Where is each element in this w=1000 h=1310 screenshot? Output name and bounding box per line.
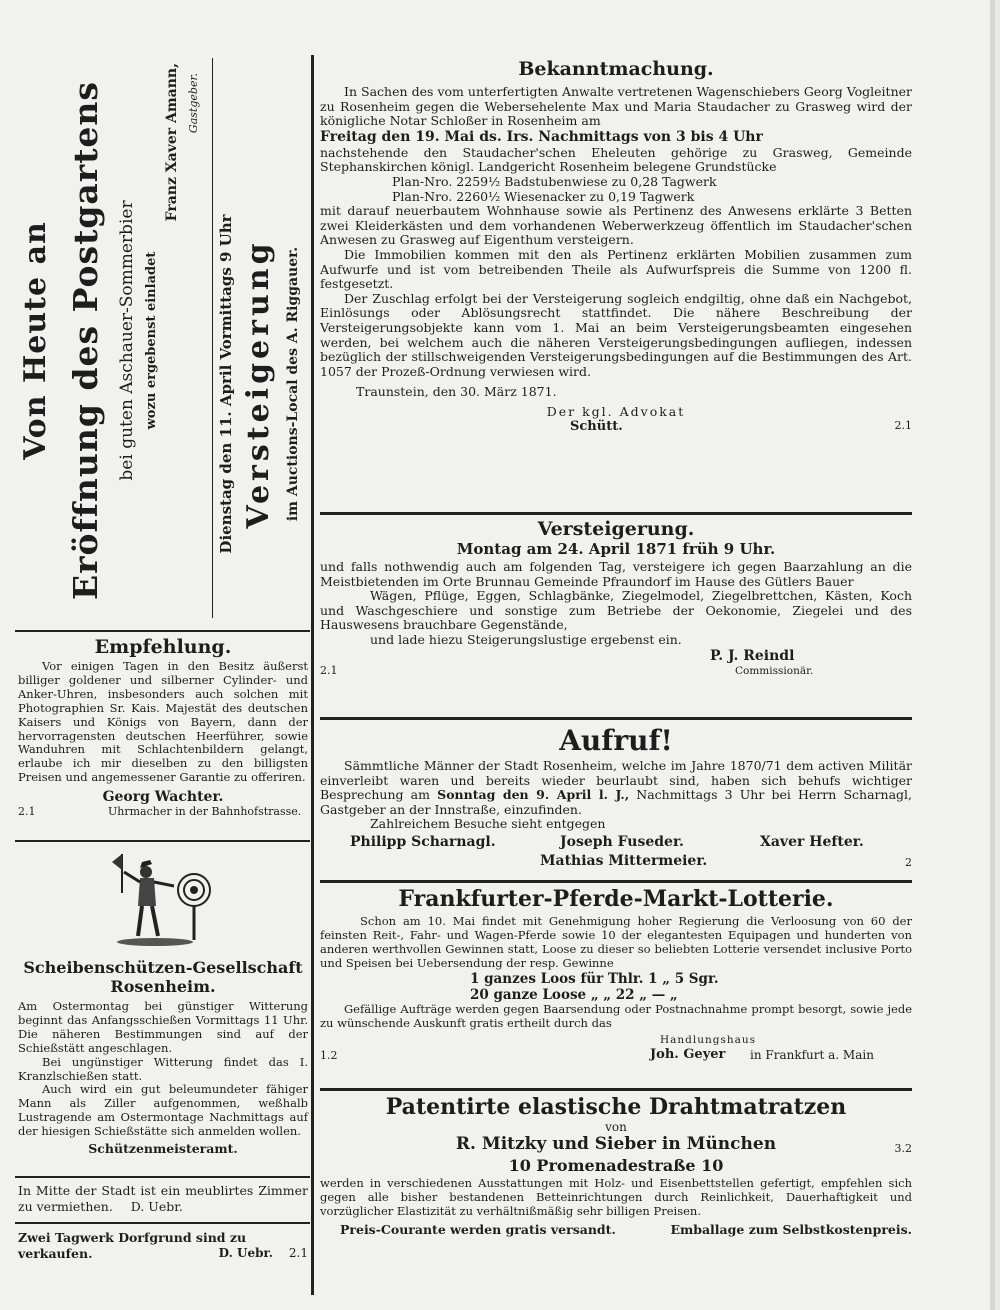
bekanntmachung-title: Bekanntmachung. xyxy=(518,58,714,80)
aufruf-p2: Zahlreichem Besuche sieht entgegen xyxy=(370,816,606,832)
aufruf-p1 xyxy=(320,759,912,817)
empfehlung-signer: Georg Wachter. xyxy=(102,789,224,806)
dorfgrund-number: 2.1 xyxy=(288,1246,308,1260)
dorfgrund-source: D. Uebr. xyxy=(218,1246,273,1260)
zimmer-text-body: In Mitte der Stadt ist ein meublirtes Zimmer zu vermiethen. xyxy=(18,1183,308,1214)
bekanntmachung-signer-title: Der kgl. Advokat xyxy=(546,403,686,419)
bekanntmachung-plan2: Plan-Nro. 2260½ Wiesenacker zu 0,19 Tagwerk xyxy=(392,188,695,204)
dorfgrund-text: Zwei Tagwerk Dorfgrund sind zu verkaufen. xyxy=(18,1230,247,1261)
scheiben-signer: Schützenmeisteramt. xyxy=(88,1141,238,1157)
versteigerung-ad xyxy=(320,518,912,680)
lotterie-firm-place: in Frankfurt a. Main xyxy=(750,1048,874,1063)
versteigerung-p3: und lade hiezu Steigerungslustige ergebenst ein. xyxy=(370,631,682,647)
bekanntmachung-signer: Schütt. xyxy=(570,418,623,434)
versteigerung-title: Versteigerung. xyxy=(537,518,695,540)
postgarten-ad xyxy=(14,58,209,623)
right-rule-3 xyxy=(320,880,912,883)
aufruf-p1b-text: Nachmittags 3 Uhr bei Herrn Scharnagl, Gastgeber an der Innstraße, einzufinden. xyxy=(320,787,913,817)
aufruf-name4: Mathias Mittermeier. xyxy=(540,852,708,869)
april-auction xyxy=(215,145,310,623)
matratzen-number: 3.2 xyxy=(894,1142,912,1155)
bekanntmachung-p1b: nachstehende den Staudacher'schen Eheleuten gehörige zu Grasweg, Gemeinde Stephanskirchen königl. Landgericht Rosenheim belegene Grundstücke xyxy=(320,144,912,175)
empfehlung-ad xyxy=(18,636,308,818)
left-rule-1 xyxy=(15,630,310,632)
lotterie-firm: Joh. Geyer xyxy=(650,1047,726,1063)
aufruf-p1-bold: Sonntag den 9. April l. J., xyxy=(437,787,630,803)
postgarten-line2: Eröffnung des Postgartens xyxy=(66,80,105,601)
bekanntmachung-date: Traunstein, den 30. März 1871. xyxy=(356,384,557,400)
scheiben-para3: Auch wird ein gut beleumundeter fähiger Mann als Ziller aufgenommen, weßhalb Lustragende am Ostermontage Nachmittags auf der hiesigen Schießstätte sich anmelden wollen. xyxy=(18,1082,308,1139)
right-rule-4 xyxy=(320,1088,912,1091)
aufruf-title: Aufruf! xyxy=(559,724,673,757)
versteigerung-signer-title: Commissionär. xyxy=(735,664,814,677)
column-divider xyxy=(311,55,314,1295)
zimmer-text xyxy=(18,1183,308,1215)
aufruf-p1-text: Sämmtliche Männer der Stadt Rosenheim, welche im Jahre 1870/71 dem activen Militär einverleibt waren und bereits wieder beurlaubt sind, haben sich behufs wichtiger Besprechung am xyxy=(320,758,912,803)
bekanntmachung-p3: Die Immobilien kommen mit den als Pertinenz erklärten Mobilien zusammen zum Aufwurfe und ist vom betreibenden Theile als Aufwurfspreis die Summe von 1200 fl. festgesetzt. xyxy=(320,246,912,292)
aufruf-number: 2 xyxy=(905,855,912,869)
scheibenschuetzen-ad xyxy=(18,958,308,1156)
matratzen-footer-right: Emballage zum Selbstkostenpreis. xyxy=(670,1221,912,1237)
left-inner-divider xyxy=(212,58,213,618)
matratzen-footer-left: Preis-Courante werden gratis versandt. xyxy=(340,1221,616,1237)
lotterie-price2: 20 ganze Loose „ „ 22 „ — „ xyxy=(470,986,678,1003)
lotterie-p2: Gefällige Aufträge werden gegen Baarsendung oder Postnachnahme prompt besorgt, sowie jede zu wünschende Auskunft gratis ertheilt durch das xyxy=(320,1001,912,1030)
dorfgrund-ad xyxy=(18,1230,308,1260)
bekanntmachung-p2: mit darauf neuerbautem Wohnhause sowie als Pertinenz des Anwesens erklärte 3 Betten zwei Kleiderkästen und dem vorhandenen Weberwerkzeug öffentlich im Staudacher'schen Anwesen zu Grasweg auf Eigenthum versteigern. xyxy=(320,203,912,248)
matratzen-p1: werden in verschiedenen Ausstattungen mit Holz- und Eisenbettstellen gefertigt, empfehlen sich gegen alle bisher bestandenen Betteinrichtungen durch Reinlichkeit, Dauerhaftigkeit und vorzüglicher Elastizität zu verhältnißmäßig sehr billigen Preisen. xyxy=(320,1176,912,1218)
scheiben-para1: Am Ostermontag bei günstiger Witterung beginnt das Anfangsschießen Vormittags 11 Uhr. Die näheren Bestimmungen sind auf der Schießstätt angeschlagen. xyxy=(18,999,308,1055)
auction-line2: Versteigerung xyxy=(241,239,276,529)
versteigerung-number: 2.1 xyxy=(320,663,338,677)
scheiben-para2: Bei ungünstiger Witterung findet das I. Kranzlschießen statt. xyxy=(18,1054,308,1083)
matratzen-von: von xyxy=(605,1120,627,1134)
lotterie-firm-label: Handlungshaus xyxy=(660,1034,757,1047)
bekanntmachung-plan1: Plan-Nro. 2259½ Badstubenwiese zu 0,28 Tagwerk xyxy=(392,173,717,189)
empfehlung-title: Empfehlung. xyxy=(94,636,232,658)
lotterie-price1: 1 ganzes Loos für Thlr. 1 „ 5 Sgr. xyxy=(470,970,719,987)
postgarten-signer-title: Gastgeber. xyxy=(187,73,200,134)
empfehlung-body: Vor einigen Tagen in den Besitz äußerst billiger goldener und silberner Cylinder- und Anker-Uhren, insbesonders auch solchen mit Photographien Sr. Kais. Majestät des deutschen Kaisers und Königs von Bayern, dann der hervorragensten deutschen Heerführer, sowie Wanduhren mit Schlachtenbildern gelangt, erlaube ich mir dieselben zu den billigsten Preisen und angemessener Garantie zu offeriren. xyxy=(18,659,308,785)
postgarten-line3: bei guten Aschauer-Sommerbier xyxy=(117,200,137,481)
lotterie-title: Frankfurter-Pferde-Markt-Lotterie. xyxy=(398,886,834,912)
marksman-icon xyxy=(110,848,220,948)
aufruf-ad xyxy=(320,724,912,872)
lotterie-ad xyxy=(320,886,912,1064)
scheiben-title1: Scheibenschützen-Gesellschaft xyxy=(23,958,303,977)
zimmer-ad xyxy=(18,1183,308,1215)
versteigerung-p1: und falls nothwendig auch am folgenden Tag, versteigere ich gegen Baarzahlung an die Meistbietenden im Orte Brunnau Gemeinde Pfraundorf im Hause des Gütlers Bauer xyxy=(320,559,912,589)
left-rule-3 xyxy=(15,1176,310,1178)
lotterie-number: 1.2 xyxy=(320,1049,338,1063)
lotterie-p1: Schon am 10. Mai findet mit Genehmigung hoher Regierung die Verloosung von 60 der feinsten Reit-, Fahr- und Wagen-Pferde sowie 10 der elegantesten Equipagen und hunderten von anderen werthvollen Gewinnen statt, Loose zu dieser so beliebten Lotterie versendet inclusive Porto und Speisen bei Uebersendung der resp. Gewinne xyxy=(320,914,912,970)
postgarten-line4: wozu ergebenst einladet xyxy=(144,251,159,430)
empfehlung-number: 2.1 xyxy=(18,805,36,819)
bekanntmachung-number: 2.1 xyxy=(894,418,912,432)
shooter-illustration xyxy=(110,848,220,948)
versteigerung-p2: Wägen, Pflüge, Eggen, Schlagbänke, Ziegelmodel, Ziegelbrettchen, Kästen, Koch und Waschgeschiere und sonstige zum Betriebe der Oekonomie, Ziegelei und des Hauswesens brauchbare Gegenstände, xyxy=(320,588,912,633)
scheiben-title2: Rosenheim. xyxy=(110,977,216,996)
bekanntmachung-date-bold: Freitag den 19. Mai ds. Irs. Nachmittags von 3 bis 4 Uhr xyxy=(320,128,763,145)
versteigerung-date: Montag am 24. April 1871 früh 9 Uhr. xyxy=(456,540,776,558)
right-rule-2 xyxy=(320,717,912,720)
auction-line1: Dienstag den 11. April Vormittags 9 Uhr xyxy=(217,214,235,554)
auction-line3: im Auctions-Local des A. Riggauer. xyxy=(285,246,301,522)
aufruf-name2: Joseph Fuseder. xyxy=(560,833,684,850)
empfehlung-signer-title: Uhrmacher in der Bahnhofstrasse. xyxy=(108,805,302,819)
aufruf-name3: Xaver Hefter. xyxy=(760,833,864,850)
versteigerung-signer: P. J. Reindl xyxy=(710,647,795,664)
matratzen-address: 10 Promenadestraße 10 xyxy=(508,1156,724,1175)
right-rule-1 xyxy=(320,512,912,515)
left-rule-2 xyxy=(15,840,310,842)
postgarten-signer: Franz Xaver Amann, xyxy=(164,63,180,222)
matratzen-ad xyxy=(320,1094,912,1237)
left-rule-4 xyxy=(15,1222,310,1224)
bekanntmachung-p4: Der Zuschlag erfolgt bei der Versteigerung sogleich endgiltig, ohne daß ein Nachgebot, Einlösungs oder Ablösungsrecht stattfindet. Die nähere Beschreibung der Versteigerungsobjekte kann vom 1. Mai an beim Versteigerungsbeamten eingesehen werden, bei welchem auch die näheren Versteigerungsbedingungen aufliegen, indessen bezüglich der stillschweigenden Versteigerungsbedingungen auf die Bestimmungen des Art. 1057 der Prozeß-Ordnung verwiesen wird. xyxy=(320,290,912,379)
page-edge xyxy=(990,0,995,1310)
matratzen-title: Patentirte elastische Drahtmatratzen xyxy=(385,1094,847,1120)
postgarten-line1: Von Heute an xyxy=(18,221,53,460)
matratzen-maker: R. Mitzky und Sieber in München xyxy=(455,1134,777,1154)
bekanntmachung-p1: In Sachen des vom unterfertigten Anwalte vertretenen Wagenschiebers Georg Vogleitner zu Rosenheim gegen die Webersehelente Max und Maria Staudacher zu Grasweg wird der königliche Notar Schloßer in Rosenheim am xyxy=(320,84,912,129)
aufruf-name1: Philipp Scharnagl. xyxy=(350,833,496,850)
zimmer-source: D. Uebr. xyxy=(130,1199,183,1214)
bekanntmachung-ad xyxy=(320,58,912,437)
